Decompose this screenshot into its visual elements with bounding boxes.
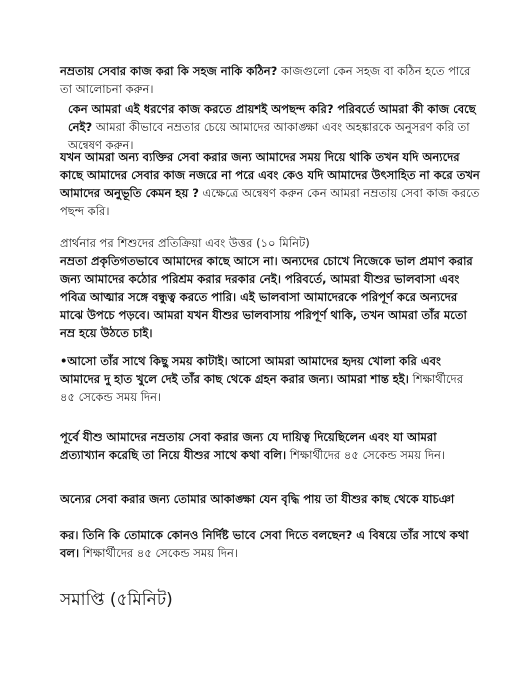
paragraph-bold-text: পূর্বে যীশু আমাদের নম্রতায় সেবা করার জন্য যে দায়িত্ব দিয়েছিলেন এবং যা আমরা প্রত্যাখ্যান করেছি তা নিয়ে যীশুর সাথে কথা বলি। <box>60 430 437 462</box>
paragraph-normal-text: কাজগুলো কেন সহজ বা কঠিন হতে পারে তা আলোচনা করুন। <box>60 64 471 96</box>
paragraph-normal-text: শিক্ষার্থীদের ৪৫ সেকেন্ড সময় দিন। <box>79 546 238 560</box>
section-heading-prayer-response: প্রার্থনার পর শিশুদের প্রতিক্রিয়া এবং উত্তর (১০ মিনিট) <box>60 236 310 250</box>
section-heading-closing: সমাপ্তি (৫মিনিট) <box>60 590 173 610</box>
paragraph-normal-text: এক্ষেত্রে অন্বেষণ করুন কেন আমরা নম্রতায় সেবা কাজ করতে পছন্দ করি। <box>60 186 480 218</box>
paragraph-bold-text: কর। তিনি কি তোমাকে কোনও নির্দিষ্ট ভাবে সেবা দিতে বলছেন? এ বিষয়ে তাঁর সাথে কথা বল। <box>60 528 469 560</box>
paragraph-bold-text: নম্রতায় সেবার কাজ করা কি সহজ নাকি কঠিন? <box>60 64 278 78</box>
paragraph-bold-text: নম্রতা প্রকৃতিগতভাবে আমাদের কাছে আসে না। অন্যদের চোখে নিজেকে ভাল প্রমাণ করার জন্য আমাদের কঠোর পরিশ্রম করার দরকার নেই। পরিবর্তে, আমরা যীশুর ভালবাসা এবং পবিত্র আত্মার সঙ্গে বন্ধুত্ব করতে পারি। এই ভালবাসা আমাদেরকে পরিপূর্ণ করে অন্যদের মাঝে উপচে পড়বে। আমরা যখন যীশুর ভালবাসায় পরিপূর্ণ থাকি, তখন আমরা তাঁর মতো নম্র হয়ে উঠতে চাই। <box>60 254 473 340</box>
paragraph-bold-text: যখন আমরা অন্য ব্যক্তির সেবা করার জন্য আমাদের সময় দিয়ে থাকি তখন যদি অন্যদের কাছে আমাদের সেবার কাজ নজরে না পরে এবং কেও যদি আমাদের উৎসাহিত না করে তখন আমাদের অনুভূতি কেমন হয় ? <box>60 150 480 200</box>
paragraph-normal-text: শিক্ষার্থীদের ৪৫ সেকেন্ড সময় দিন। <box>60 372 464 404</box>
paragraph-normal-text: শিক্ষার্থীদের ৪৫ সেকেন্ড সময় দিন। <box>286 448 445 462</box>
paragraph-bold-text: কেন আমরা এই ধরণের কাজ করতে প্রায়শই অপছন্দ করি? পরিবর্তে আমরা কী কাজ বেছে নেই? <box>68 102 476 134</box>
paragraph-specific-service <box>60 526 480 562</box>
paragraph-dislike-question <box>68 100 488 154</box>
paragraph-bold-text: অন্যের সেবা করার জন্য তোমার আকাঙ্ক্ষা যেন বৃদ্ধি পায় তা যীশুর কাছ থেকে যাচঞা <box>60 492 455 506</box>
paragraph-humility-question <box>60 62 480 98</box>
paragraph-spend-time <box>60 352 480 406</box>
paragraph-talk-with-jesus <box>60 428 480 464</box>
paragraph-desire-to-serve <box>60 490 480 508</box>
paragraph-bold-text: •আসো তাঁর সাথে কিছু সময় কাটাই। আসো আমরা আমাদের হৃদয় খোলা করি এবং আমাদের দু হাত খুলে দেই তাঁর কাছ থেকে গ্রহন করার জন্য। আমরা শান্ত হই। <box>60 354 441 386</box>
paragraph-humility-nature <box>60 252 480 342</box>
paragraph-feelings-question <box>60 148 480 220</box>
paragraph-normal-text: আমরা কীভাবে নম্রতার চেয়ে আমাদের আকাঙ্ক্ষা এবং অহঙ্কারকে অনুসরণ করি তা অন্বেষণ করুন। <box>68 120 470 152</box>
